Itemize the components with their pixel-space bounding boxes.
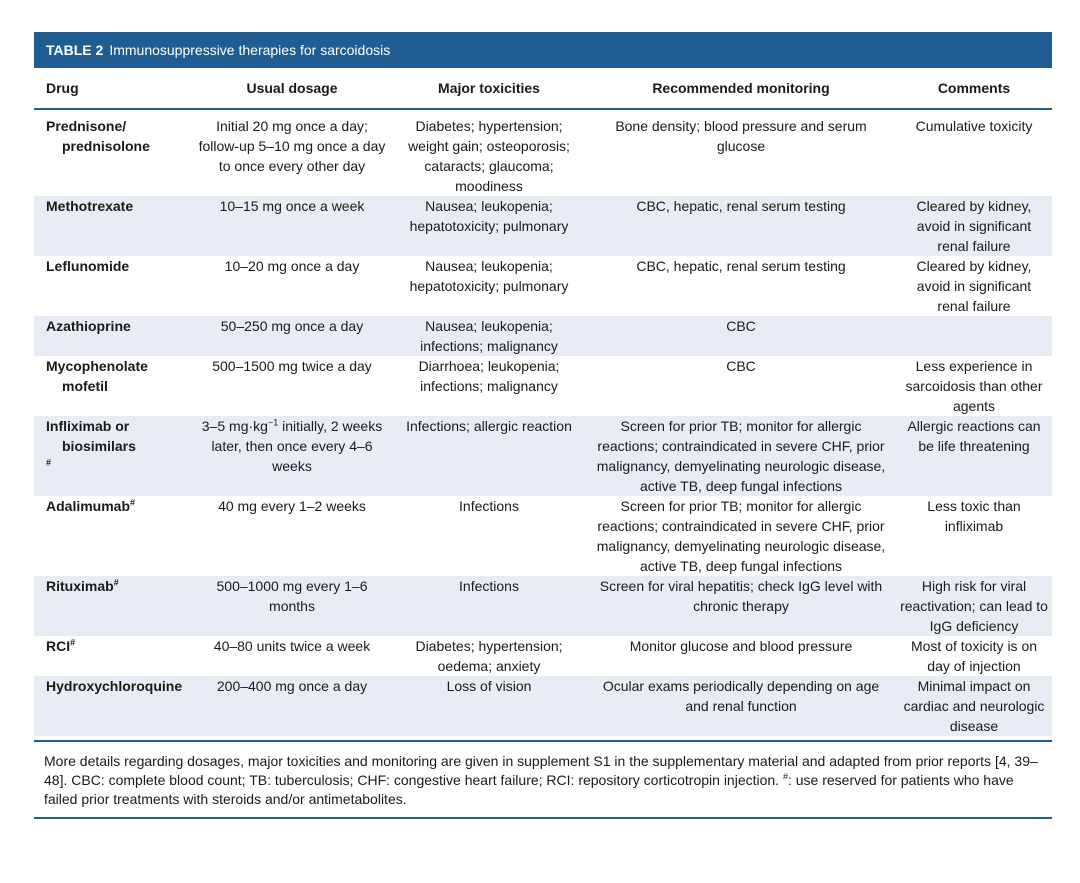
table-row [34, 196, 1052, 256]
table-row [34, 256, 1052, 316]
toxicities-cell: Infections [459, 578, 519, 594]
dosage-cell [192, 676, 392, 736]
dosage-cell [192, 316, 392, 356]
footnote-symbol: # [782, 771, 788, 782]
drug-cell [34, 496, 192, 576]
dosage-text: 500–1000 mg every 1–6 months [216, 578, 368, 614]
comments-cell: High risk for viral reactivation; can lead to IgG deficiency [900, 578, 1048, 634]
dosage-text: 50–250 mg once a day [220, 318, 364, 334]
table-caption-bar [34, 32, 1052, 68]
comments-cell: Minimal impact on cardiac and neurologic disease [903, 678, 1045, 734]
drug-name-line: Methotrexate [46, 198, 134, 214]
drug-cell [34, 116, 192, 196]
comments-cell: Less toxic than infliximab [927, 498, 1021, 534]
dosage-prefix: 3–5 mg·kg [201, 418, 268, 434]
drug-footnote-marker: # [70, 637, 76, 648]
drug-cell [34, 256, 192, 316]
drug-footnote-marker: # [46, 457, 52, 468]
drug-cell [34, 576, 192, 636]
table-row [34, 316, 1052, 356]
monitoring-cell: CBC [726, 318, 756, 334]
toxicities-cell: Infections; allergic reaction [406, 418, 572, 434]
table-footer-rule [34, 817, 1052, 819]
comments-cell: Cleared by kidney, avoid in significant renal failure [916, 258, 1032, 314]
table-row [34, 416, 1052, 496]
toxicities-cell: Diabetes; hypertension; oedema; anxiety [415, 638, 563, 674]
dosage-text: 200–400 mg once a day [216, 678, 368, 694]
table-row [34, 576, 1052, 636]
monitoring-cell: Bone density; blood pressure and serum glucose [615, 118, 867, 154]
drug-cell [34, 196, 192, 256]
drug-name-line: Infliximab or [46, 418, 130, 434]
dosage-text: initially, 2 weeks later, then once every 4–6 weeks [211, 418, 383, 474]
drug-name-line: Adalimumab [46, 498, 131, 514]
drug-cell [34, 416, 192, 496]
toxicities-cell: Nausea; leukopenia; hepatotoxicity; pulmonary [409, 258, 569, 294]
table-column-header [34, 68, 1052, 110]
table-row [34, 116, 1052, 196]
column-header-drug: Drug [46, 80, 79, 96]
footnote-text: More details regarding dosages, major toxicities and monitoring are given in supplement S1 in the supplementary material and adapted from prior reports [4, 39–48]. CBC: complete blood count; TB: tuberculosis; CHF: congestive heart failure; RCI: repository corticotropin injection. [44, 753, 1038, 788]
drug-name-line: mofetil [62, 378, 108, 394]
monitoring-cell: CBC, hepatic, renal serum testing [636, 198, 846, 214]
dosage-cell [192, 416, 392, 496]
dosage-cell [192, 196, 392, 256]
dosage-cell [192, 116, 392, 196]
drug-name-line: Prednisone/ [46, 118, 127, 134]
drug-name-line: RCI [46, 638, 71, 654]
dosage-text: 10–15 mg once a week [219, 198, 365, 214]
drug-footnote-marker: # [113, 577, 119, 588]
monitoring-cell: Screen for prior TB; monitor for allergic reactions; contraindicated in severe CHF, prior malignancy, demyelinating neurologic disease, active TB, deep fungal infections [596, 418, 886, 494]
dosage-text: 10–20 mg once a day [224, 258, 360, 274]
drug-cell [34, 356, 192, 416]
dosage-text: 500–1500 mg twice a day [212, 358, 372, 374]
toxicities-cell: Nausea; leukopenia; hepatotoxicity; pulmonary [409, 198, 569, 234]
toxicities-cell: Diabetes; hypertension; weight gain; osteoporosis; cataracts; glaucoma; moodiness [408, 118, 570, 194]
comments-cell: Cumulative toxicity [915, 118, 1033, 134]
table-row [34, 636, 1052, 676]
dosage-cell [192, 496, 392, 576]
monitoring-cell: Screen for prior TB; monitor for allergic reactions; contraindicated in severe CHF, prior malignancy, demyelinating neurologic disease, active TB, deep fungal infections [596, 498, 886, 574]
dosage-cell [192, 356, 392, 416]
column-header-monitoring: Recommended monitoring [652, 80, 830, 96]
dosage-cell [192, 256, 392, 316]
dosage-text: 40 mg every 1–2 weeks [218, 498, 366, 514]
comments-cell: Cleared by kidney, avoid in significant renal failure [916, 198, 1032, 254]
drug-name-line: biosimilars [62, 438, 136, 454]
toxicities-cell: Loss of vision [446, 678, 532, 694]
monitoring-cell: Screen for viral hepatitis; check IgG level with chronic therapy [599, 578, 883, 614]
sarcoidosis-therapies-table [34, 32, 1052, 819]
column-header-dosage: Usual dosage [246, 80, 338, 96]
toxicities-cell: Nausea; leukopenia; infections; malignancy [420, 318, 558, 354]
table-caption-title: Immunosuppressive therapies for sarcoidosis [109, 42, 391, 58]
drug-cell [34, 636, 192, 676]
table-row [34, 356, 1052, 416]
drug-name-line: Rituximab [46, 578, 114, 594]
column-header-toxicities: Major toxicities [438, 80, 540, 96]
monitoring-cell: CBC, hepatic, renal serum testing [636, 258, 846, 274]
monitoring-cell: Monitor glucose and blood pressure [629, 638, 853, 654]
footnote-tail: : use reserved for patients who have failed prior treatments with steroids and/or antimetabolites. [44, 772, 1014, 807]
table-caption-label: TABLE 2 [46, 42, 104, 58]
drug-name-line: Hydroxychloroquine [46, 678, 183, 694]
comments-cell [896, 316, 1052, 356]
dosage-cell [192, 636, 392, 676]
comments-cell: Most of toxicity is on day of injection [910, 638, 1038, 674]
comments-cell: Allergic reactions can be life threatening [907, 418, 1041, 454]
table-body [34, 110, 1052, 736]
drug-cell [34, 316, 192, 356]
toxicities-cell: Diarrhoea; leukopenia; infections; malignancy [418, 358, 560, 394]
drug-name-line: Leflunomide [46, 258, 130, 274]
drug-footnote-marker: # [130, 497, 136, 508]
table-row [34, 496, 1052, 576]
drug-name-line: prednisolone [62, 138, 150, 154]
drug-name-line: Azathioprine [46, 318, 131, 334]
comments-cell: Less experience in sarcoidosis than other agents [905, 358, 1043, 414]
drug-cell [34, 676, 192, 736]
toxicities-cell: Infections [459, 498, 519, 514]
column-header-comments: Comments [937, 80, 1011, 96]
dosage-cell [192, 576, 392, 636]
monitoring-cell: Ocular exams periodically depending on age and renal function [602, 678, 880, 714]
dosage-exponent: −1 [267, 417, 279, 428]
monitoring-cell: CBC [726, 358, 756, 374]
dosage-text: 40–80 units twice a week [213, 638, 371, 654]
drug-name-line: Mycophenolate [46, 358, 148, 374]
table-footnote [34, 742, 1052, 817]
dosage-text: Initial 20 mg once a day; follow-up 5–10 mg once a day to once every other day [198, 118, 386, 174]
table-row [34, 676, 1052, 736]
